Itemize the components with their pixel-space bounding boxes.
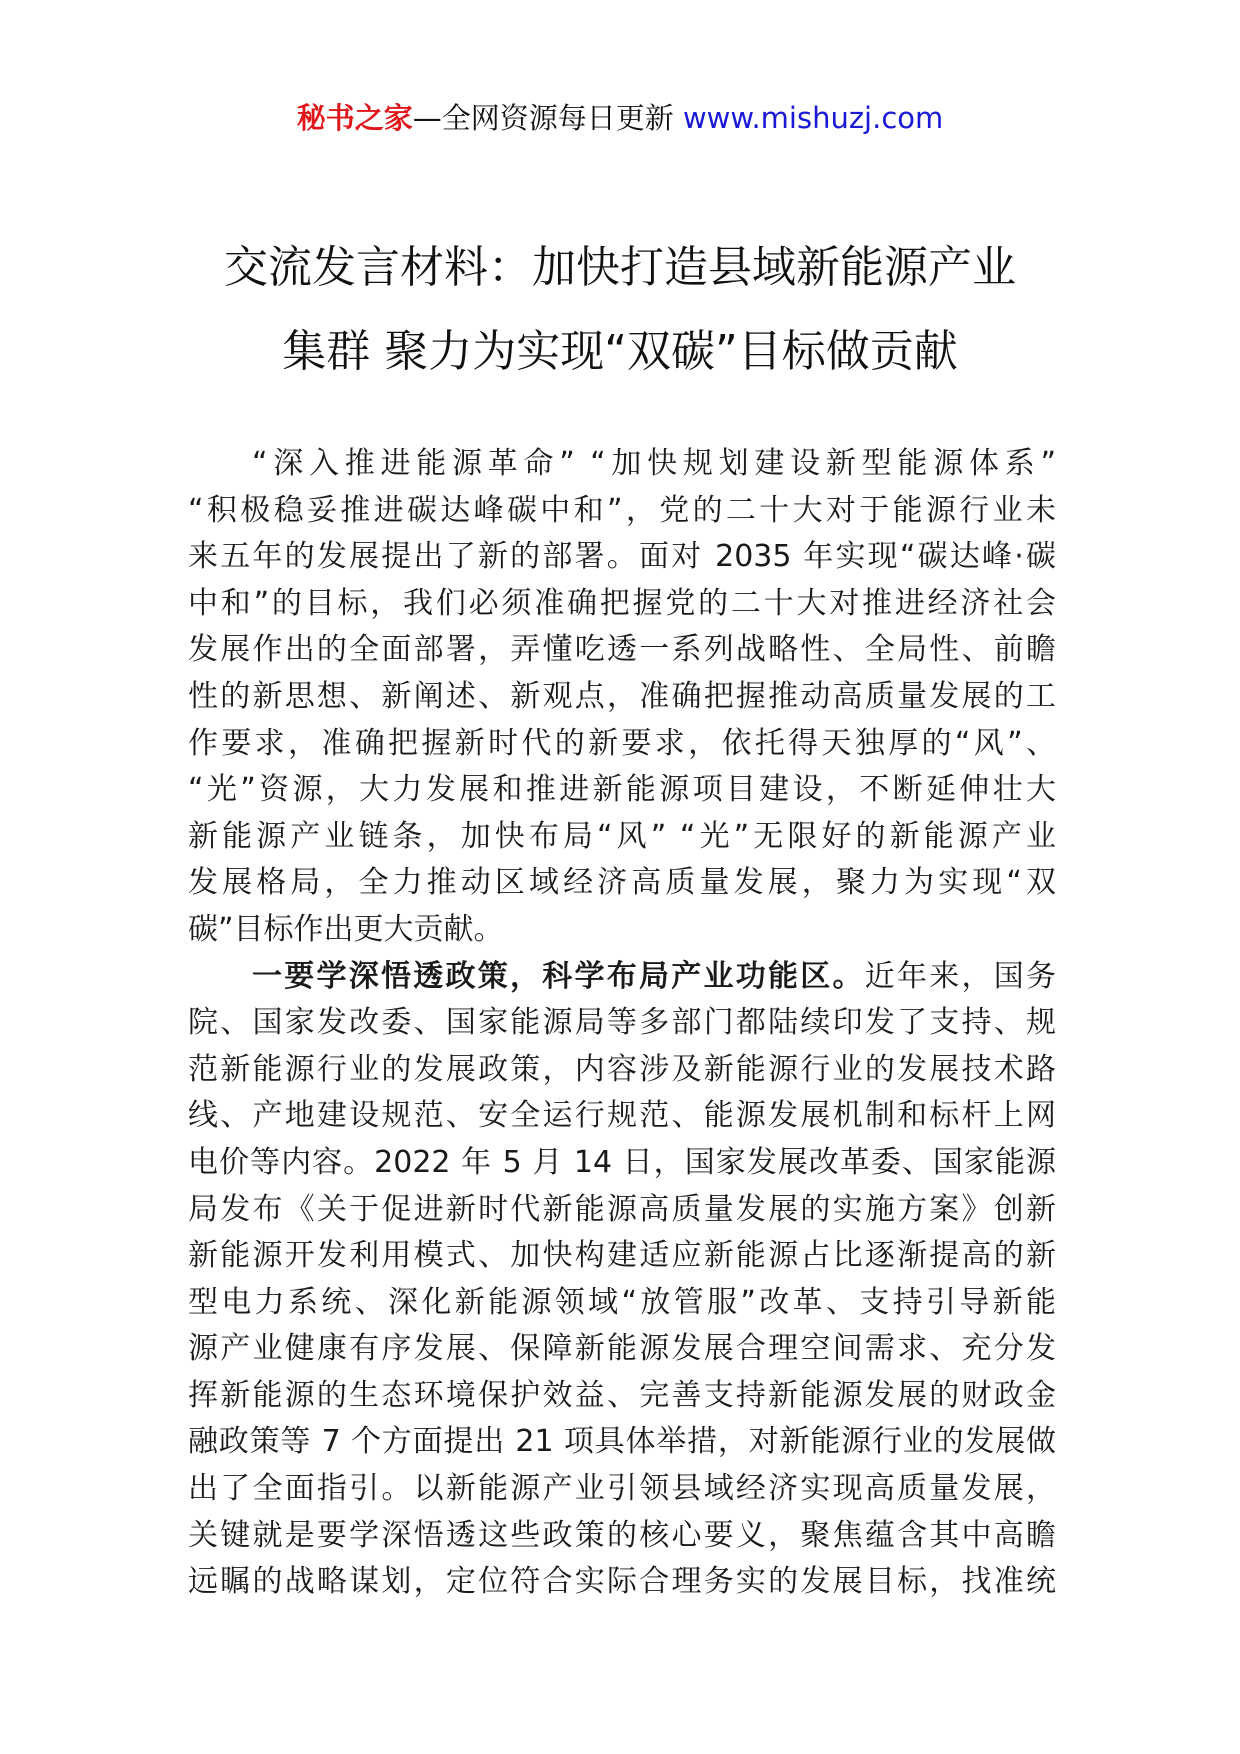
paragraph-line: 中和”的目标，我们必须准确把握党的二十大对推进经济社会 [188,585,1056,621]
paragraph-line: “深入推进能源革命” “加快规划建设新型能源体系” [252,446,1056,481]
paragraph-line: 新能源产业链条，加快布局“风” “光”无限好的新能源产业 [188,818,1056,854]
paragraph-line: 发展作出的全面部署，弄懂吃透一系列战略性、全局性、前瞻 [188,632,1056,668]
title-line-1: 交流发言材料：加快打造县域新能源产业 [224,242,1016,293]
paragraph-line: 关键就是要学深悟透这些政策的核心要义，聚焦蕴含其中高瞻 [188,1517,1056,1553]
brand-name: 秘书之家 [296,101,413,135]
paragraph-line: 线、产地建设规范、安全运行规范、能源发展机制和标杆上网 [188,1098,1056,1134]
site-url[interactable]: www.mishuzj.com [682,101,944,135]
paragraph-line: 新能源开发利用模式、加快构建适应新能源占比逐渐提高的新 [188,1238,1056,1274]
paragraph-line: 院、国家发改委、国家能源局等多部门都陆续印发了支持、规 [188,1005,1056,1041]
paragraph-line: 发展格局，全力推动区域经济高质量发展，聚力为实现“双 [188,865,1056,901]
paragraph-line: 性的新思想、新阐述、新观点，准确把握推动高质量发展的工 [188,678,1056,714]
paragraph-line: 碳”目标作出更大贡献。 [188,911,504,947]
document-title [160,226,1080,394]
header-tagline: —全网资源每日更新 [412,101,683,135]
paragraph-intro [188,441,1056,954]
paragraph-line: 作要求，准确把握新时代的新要求，依托得天独厚的“风”、 [188,725,1056,761]
paragraph-line: 源产业健康有序发展、保障新能源发展合理空间需求、充分发 [188,1331,1056,1367]
title-line-2: 集群 聚力为实现“双碳”目标做贡献 [282,326,958,377]
document-body [188,441,1056,1606]
site-header [0,98,1240,138]
paragraph-line: “光”资源，大力发展和推进新能源项目建设，不断延伸壮大 [188,772,1056,808]
paragraph-line: 来五年的发展提出了新的部署。面对 2035 年实现“碳达峰·碳 [188,539,1056,575]
section-heading: 一要学深悟透政策，科学布局产业功能区。 [252,958,865,994]
paragraph-first-line [188,954,1056,1001]
paragraph-line: “积极稳妥推进碳达峰碳中和”，党的二十大对于能源行业未 [188,492,1056,528]
paragraph-line: 型电力系统、深化新能源领域“放管服”改革、支持引导新能 [188,1284,1056,1320]
paragraph-line: 远瞩的战略谋划，定位符合实际合理务实的发展目标，找准统 [188,1564,1056,1600]
paragraph-line: 局发布《关于促进新时代新能源高质量发展的实施方案》创新 [188,1191,1056,1227]
paragraph-text: 近年来，国务 [864,958,1056,994]
paragraph-line: 融政策等 7 个方面提出 21 项具体举措，对新能源行业的发展做 [188,1424,1056,1460]
paragraph-line: 电价等内容。2022 年 5 月 14 日，国家发展改革委、国家能源 [188,1144,1056,1180]
paragraph-line: 挥新能源的生态环境保护效益、完善支持新能源发展的财政金 [188,1377,1056,1413]
paragraph-line: 出了全面指引。以新能源产业引领县域经济实现高质量发展， [188,1471,1056,1507]
paragraph-policy [188,954,1056,1606]
paragraph-line: 范新能源行业的发展政策，内容涉及新能源行业的发展技术路 [188,1051,1056,1087]
